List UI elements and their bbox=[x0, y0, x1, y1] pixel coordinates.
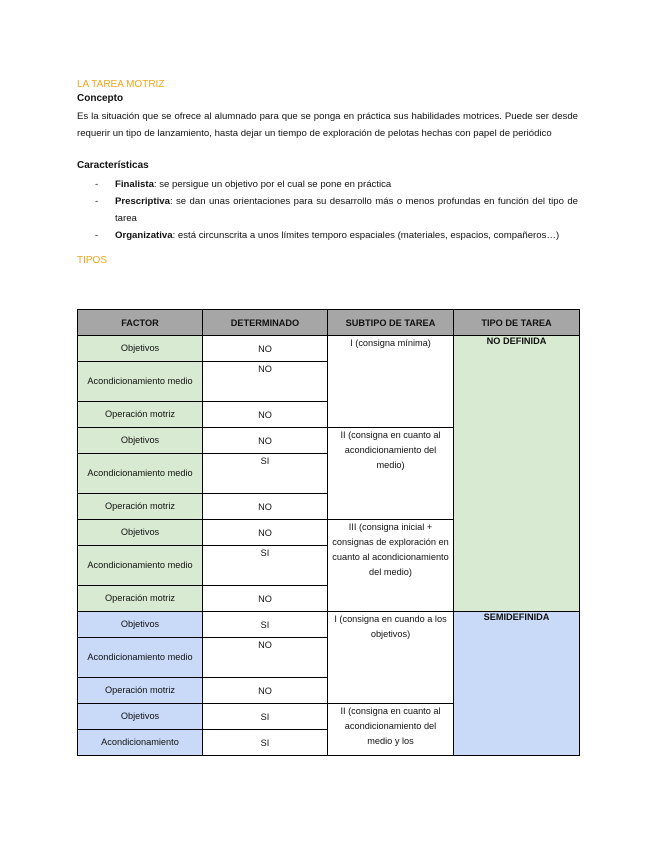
factor-cell: Acondicionamiento medio bbox=[78, 454, 203, 494]
determinado-cell: NO bbox=[203, 638, 328, 678]
header-subtipo: SUBTIPO DE TAREA bbox=[328, 310, 454, 336]
determinado-cell: NO bbox=[203, 336, 328, 362]
subtype-cell: I (consigna en cuando a los objetivos) bbox=[328, 612, 454, 704]
factor-cell: Operación motriz bbox=[78, 494, 203, 520]
determinado-cell: SI bbox=[203, 704, 328, 730]
factor-cell: Objetivos bbox=[78, 428, 203, 454]
determinado-cell: NO bbox=[203, 428, 328, 454]
section-title: LA TAREA MOTRIZ bbox=[77, 79, 165, 90]
determinado-cell: SI bbox=[203, 730, 328, 756]
determinado-cell: NO bbox=[203, 520, 328, 546]
factor-cell: Objetivos bbox=[78, 704, 203, 730]
determinado-cell: NO bbox=[203, 586, 328, 612]
factor-cell: Acondicionamiento bbox=[78, 730, 203, 756]
table-row bbox=[78, 612, 580, 638]
determinado-cell: NO bbox=[203, 362, 328, 402]
header-determinado: DETERMINADO bbox=[203, 310, 328, 336]
factor-cell: Acondicionamiento medio bbox=[78, 362, 203, 402]
factor-cell: Objetivos bbox=[78, 520, 203, 546]
characteristics-heading: Características bbox=[77, 160, 149, 171]
factor-cell: Operación motriz bbox=[78, 678, 203, 704]
header-tipo: TIPO DE TAREA bbox=[454, 310, 580, 336]
type-cell: SEMIDEFINIDA bbox=[454, 612, 580, 756]
characteristic-item: - Prescriptiva: se dan unas orientaciones para su desarrollo más o menos profundas en función del tipo de tarea bbox=[95, 196, 578, 224]
factor-cell: Objetivos bbox=[78, 612, 203, 638]
table-header-row bbox=[78, 310, 580, 336]
determinado-cell: SI bbox=[203, 612, 328, 638]
subtype-cell: II (consigna en cuanto al acondicionamiento del medio y los bbox=[328, 704, 454, 756]
header-factor: FACTOR bbox=[78, 310, 203, 336]
factor-cell: Objetivos bbox=[78, 336, 203, 362]
task-types-table bbox=[77, 309, 580, 756]
table-row bbox=[78, 336, 580, 362]
characteristic-item: - Organizativa: está circunscrita a unos límites temporo espaciales (materiales, espacios, compañeros…) bbox=[95, 230, 560, 241]
document-page bbox=[77, 78, 578, 268]
determinado-cell: SI bbox=[203, 454, 328, 494]
types-heading: TIPOS bbox=[77, 255, 108, 266]
determinado-cell: SI bbox=[203, 546, 328, 586]
factor-cell: Operación motriz bbox=[78, 586, 203, 612]
determinado-cell: NO bbox=[203, 678, 328, 704]
determinado-cell: NO bbox=[203, 402, 328, 428]
subtype-cell: III (consigna inicial + consignas de exploración en cuanto al acondicionamiento del medio) bbox=[328, 520, 454, 612]
characteristics-list bbox=[77, 176, 578, 244]
factor-cell: Acondicionamiento medio bbox=[78, 546, 203, 586]
characteristic-item: - Finalista: se persigue un objetivo por el cual se pone en práctica bbox=[95, 179, 392, 190]
factor-cell: Operación motriz bbox=[78, 402, 203, 428]
concept-text: Es la situación que se ofrece al alumnado para que se ponga en práctica sus habilidades motrices. Puede ser desde requerir un tipo de lanzamiento, hasta dejar un tiempo de exploración de pelotas hechas con papel de periódico bbox=[77, 111, 578, 139]
determinado-cell: NO bbox=[203, 494, 328, 520]
subtype-cell: II (consigna en cuanto al acondicionamiento del medio) bbox=[328, 428, 454, 520]
factor-cell: Acondicionamiento medio bbox=[78, 638, 203, 678]
concept-heading: Concepto bbox=[77, 93, 124, 104]
subtype-cell: I (consigna mínima) bbox=[328, 336, 454, 428]
type-cell: NO DEFINIDA bbox=[454, 336, 580, 612]
